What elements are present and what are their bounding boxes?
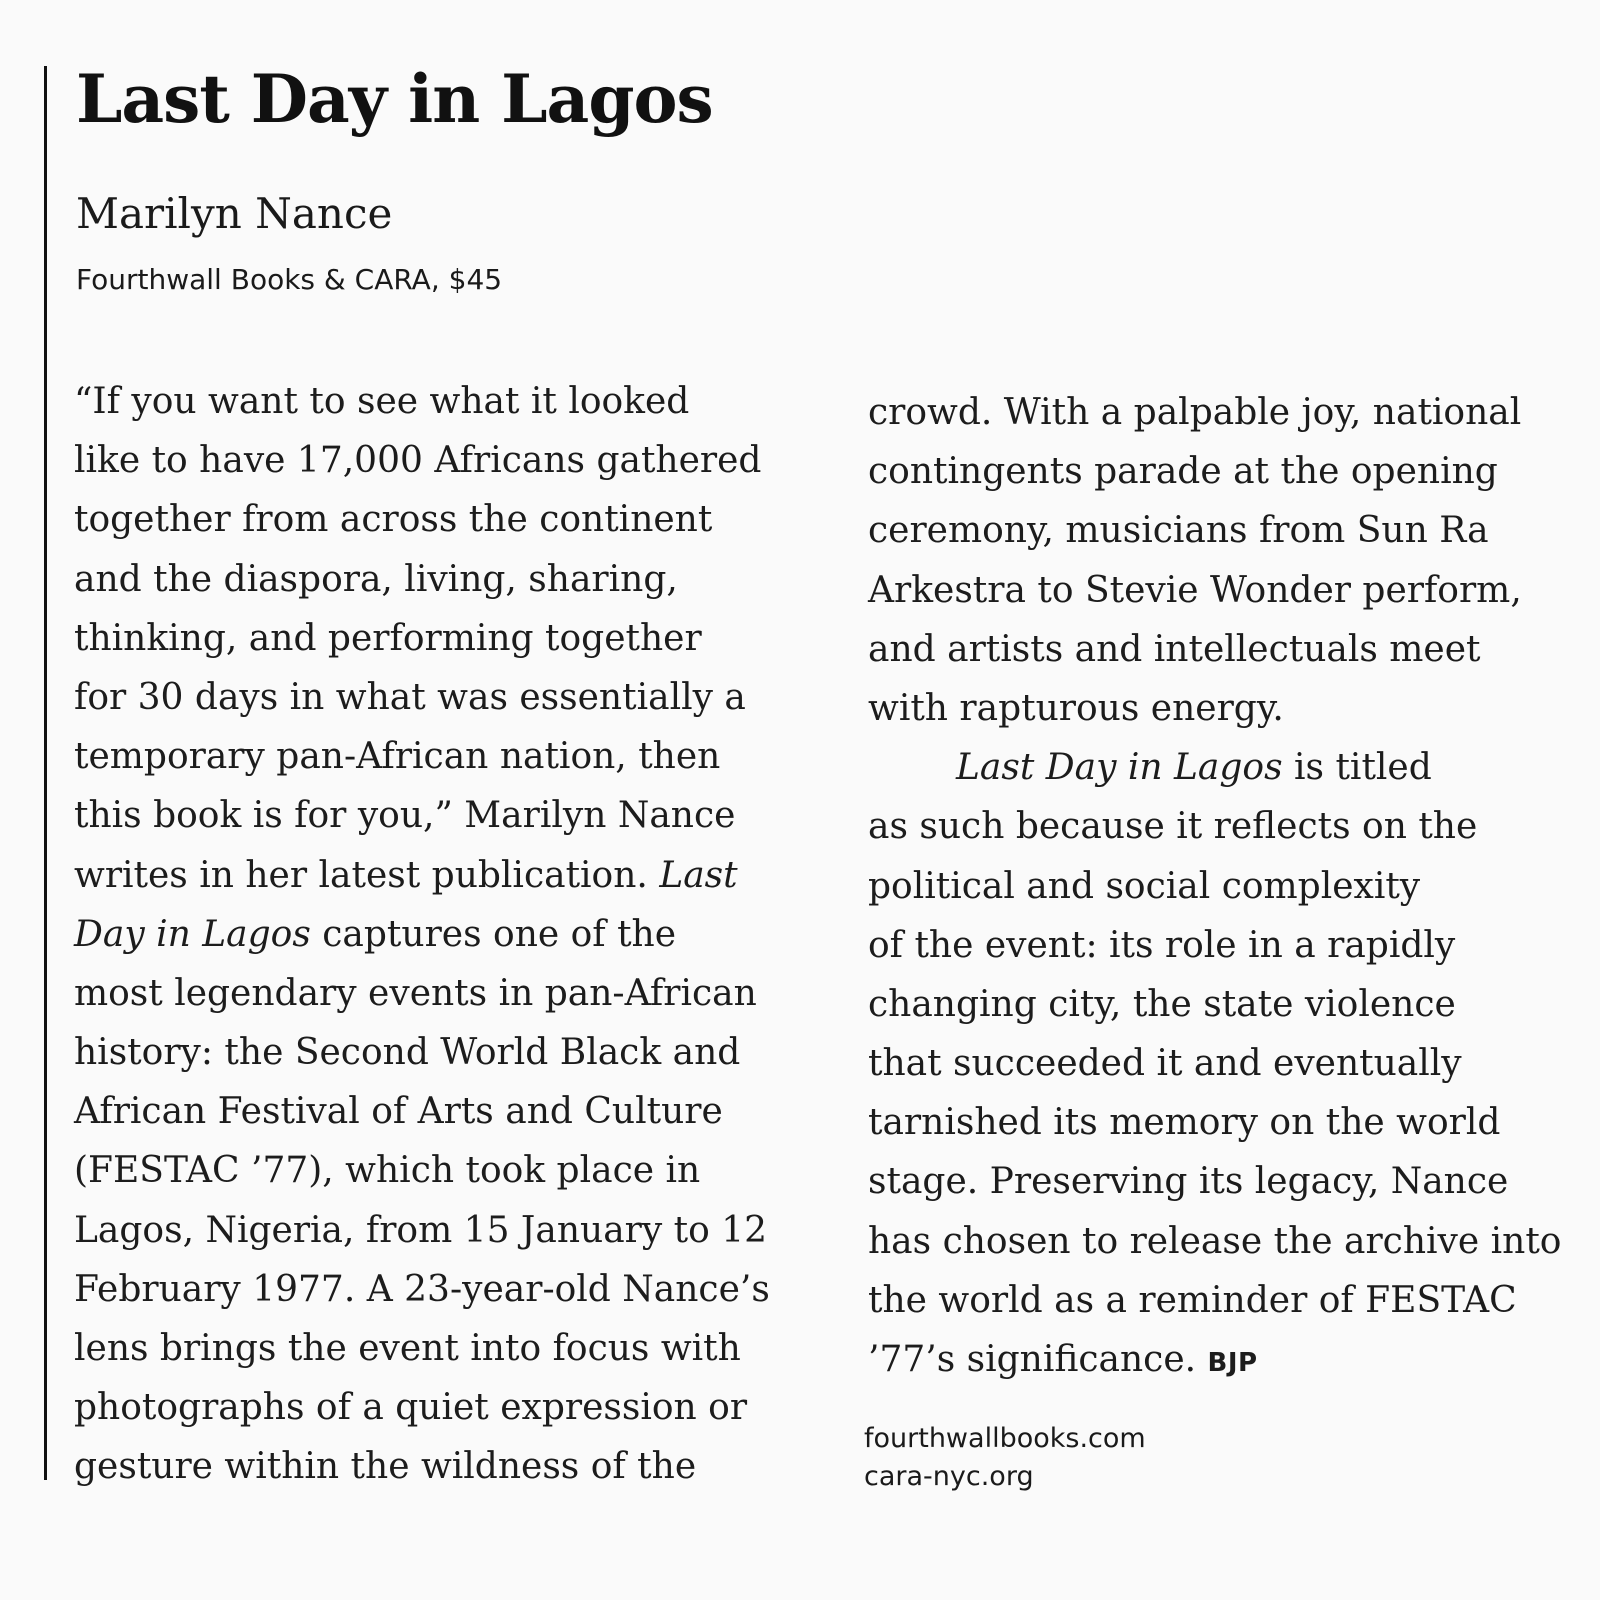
body-line: and artists and intellectuals meet: [868, 628, 1481, 670]
body-line: for 30 days in what was essentially a: [74, 676, 746, 718]
cara-website: cara-nyc.org: [864, 1461, 1034, 1492]
body-text: is titled: [1294, 747, 1432, 789]
body-line: political and social complexity: [868, 865, 1421, 907]
publisher-price: Fourthwall Books & CARA, $45: [76, 263, 503, 296]
body-line: this book is for you,” Marilyn Nance: [74, 795, 736, 837]
body-column-left: [74, 372, 834, 1497]
body-text: ’77’s significance.: [868, 1339, 1197, 1380]
body-line: tarnished its memory on the world: [868, 1102, 1501, 1144]
body-line: [74, 846, 834, 905]
body-text: captures one of the: [322, 913, 677, 955]
body-line: together from across the continent: [74, 499, 713, 541]
body-line: like to have 17,000 Africans gathered: [74, 440, 762, 482]
article-author: Marilyn Nance: [76, 189, 393, 238]
body-line: photographs of a quiet expression or: [74, 1387, 748, 1429]
left-vertical-rule: [44, 66, 47, 1480]
body-line: thinking, and performing together: [74, 617, 702, 659]
publisher-website: fourthwallbooks.com: [864, 1423, 1146, 1454]
body-line: stage. Preserving its legacy, Nance: [868, 1161, 1509, 1203]
body-line: [868, 1330, 1600, 1389]
body-line: that succeeded it and eventually: [868, 1043, 1462, 1085]
article-title: Last Day in Lagos: [76, 60, 713, 138]
body-line: [74, 905, 834, 964]
book-title-italic: Last: [659, 854, 738, 896]
body-line: temporary pan-African nation, then: [74, 736, 721, 778]
body-line: February 1977. A 23-year-old Nance’s: [74, 1268, 770, 1310]
body-line: (FESTAC ’77), which took place in: [74, 1150, 701, 1192]
body-line: and the diaspora, living, sharing,: [74, 558, 678, 600]
body-line: [868, 738, 1600, 797]
body-line: changing city, the state violence: [868, 983, 1456, 1025]
website-links: [864, 1420, 1146, 1496]
body-line: with rapturous energy.: [868, 687, 1284, 729]
book-title-italic: Last Day in Lagos: [956, 747, 1283, 789]
body-line: Lagos, Nigeria, from 15 January to 12: [74, 1209, 768, 1251]
body-line: history: the Second World Black and: [74, 1032, 741, 1074]
body-line: gesture within the wildness of the: [74, 1446, 697, 1488]
body-line: contingents parade at the opening: [868, 451, 1498, 493]
body-line: of the event: its role in a rapidly: [868, 924, 1456, 966]
body-line: lens brings the event into focus with: [74, 1328, 741, 1369]
book-title-italic: Day in Lagos: [74, 913, 311, 955]
body-line: crowd. With a palpable joy, national: [868, 392, 1522, 433]
body-line: has chosen to release the archive into: [868, 1220, 1562, 1262]
body-line: ceremony, musicians from Sun Ra: [868, 510, 1489, 552]
body-text: writes in her latest publication.: [74, 854, 648, 896]
body-line: as such because it reflects on the: [868, 806, 1478, 848]
body-line: most legendary events in pan-African: [74, 972, 757, 1014]
body-column-right: [868, 383, 1600, 1389]
body-line: the world as a reminder of FESTAC: [868, 1279, 1517, 1321]
body-line: African Festival of Arts and Culture: [74, 1091, 723, 1133]
author-signature: BJP: [1207, 1348, 1258, 1378]
body-line: Arkestra to Stevie Wonder perform,: [868, 569, 1522, 611]
body-line: “If you want to see what it looked: [74, 381, 690, 422]
